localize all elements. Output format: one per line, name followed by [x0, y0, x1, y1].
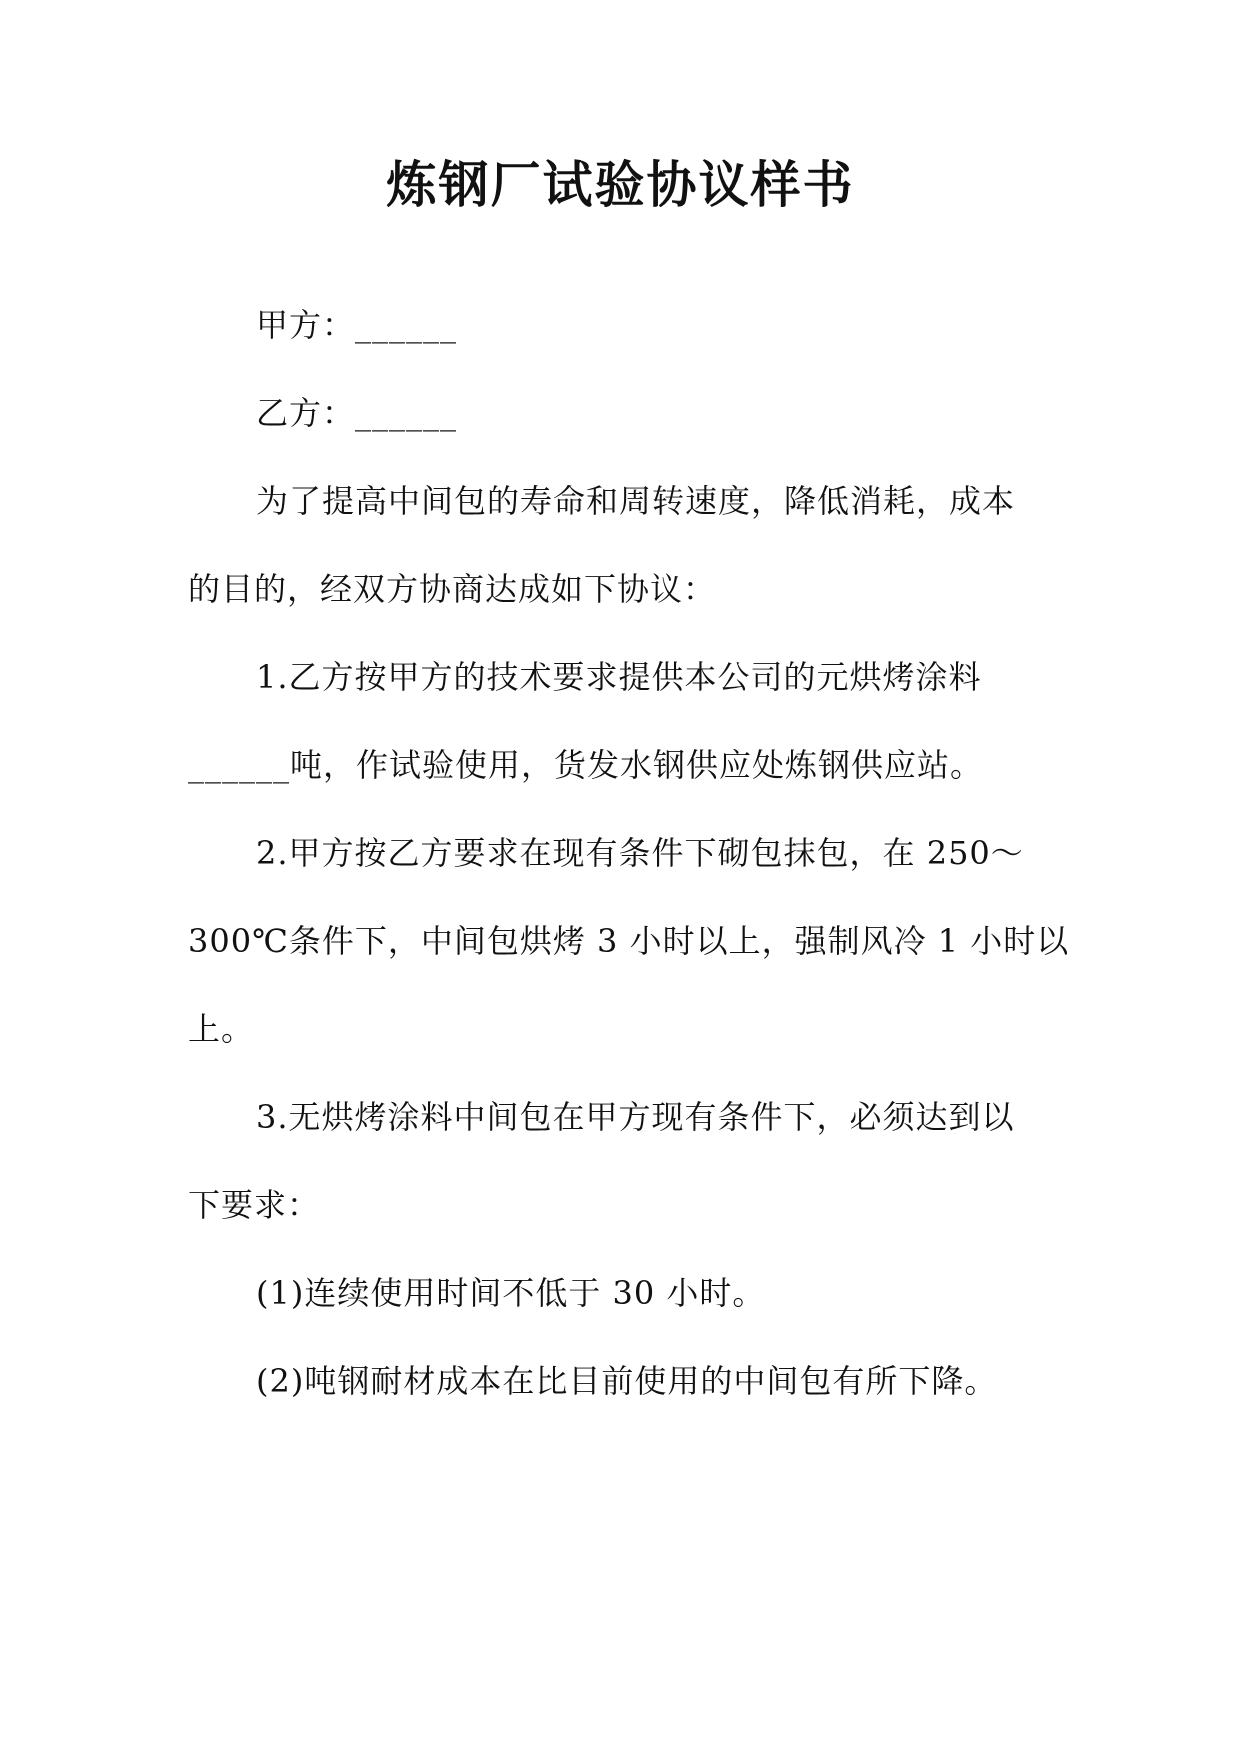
- item3-line-1: 3.无烘烤涂料中间包在甲方现有条件下，必须达到以: [256, 1098, 1015, 1136]
- item1-line-1: 1.乙方按甲方的技术要求提供本公司的元烘烤涂料: [256, 658, 982, 696]
- item2-line-3: 上。: [188, 1010, 255, 1048]
- item2-line-2: 300℃条件下，中间包烘烤 3 小时以上，强制风冷 1 小时以: [188, 922, 1070, 960]
- item1-line-2: ______吨，作试验使用，货发水钢供应处炼钢供应站。: [188, 746, 984, 784]
- requirement-1: (1)连续使用时间不低于 30 小时。: [256, 1274, 766, 1312]
- item3-line-2: 下要求：: [188, 1186, 321, 1224]
- party-b-line: 乙方：______: [256, 394, 458, 432]
- item2-line-1: 2.甲方按乙方要求在现有条件下砌包抹包，在 250～: [256, 834, 1024, 872]
- requirement-2: (2)吨钢耐材成本在比目前使用的中间包有所下降。: [256, 1362, 998, 1400]
- party-a-line: 甲方：______: [256, 306, 458, 344]
- intro-line-2: 的目的，经双方协商达成如下协议：: [188, 570, 717, 608]
- intro-line-1: 为了提高中间包的寿命和周转速度，降低消耗，成本: [256, 482, 1016, 520]
- document-title: 炼钢厂试验协议样书: [386, 155, 855, 214]
